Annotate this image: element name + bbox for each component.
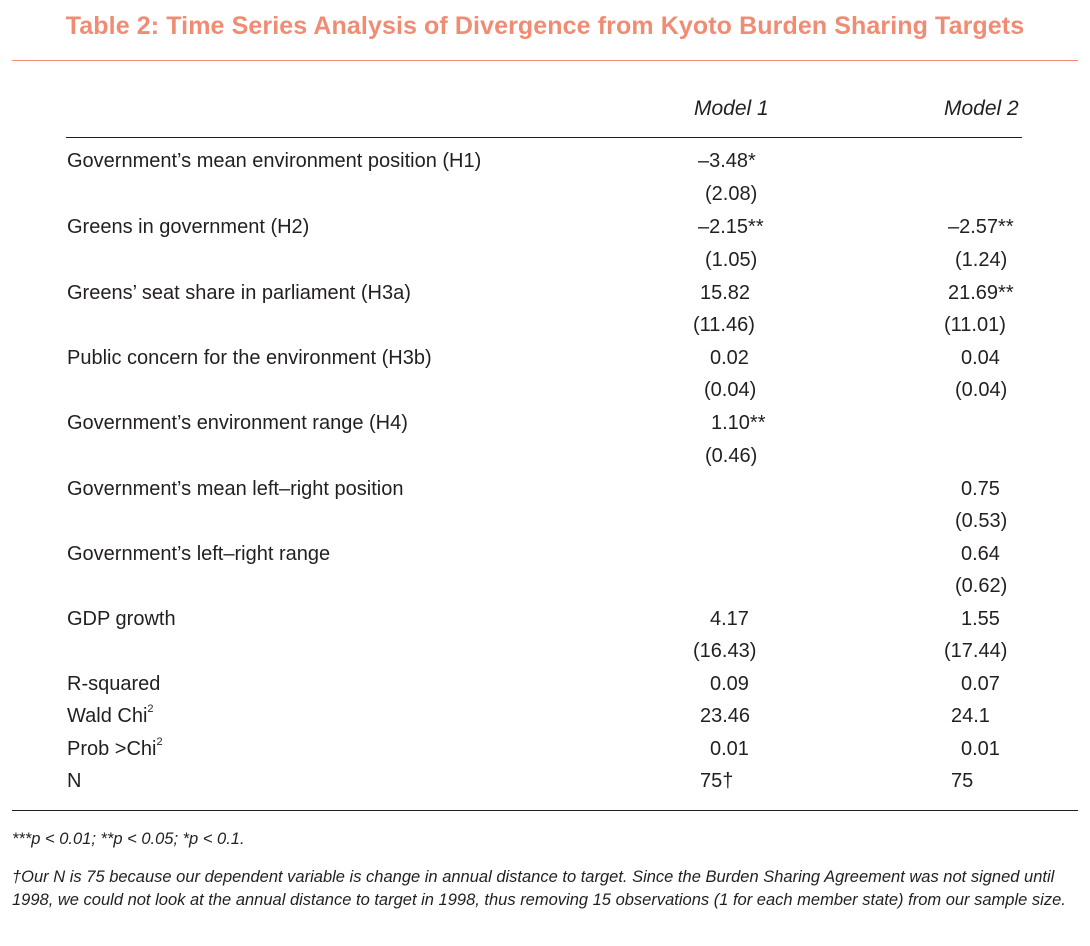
table-row-se xyxy=(0,379,1090,409)
model-1-standard-error: (0.46) xyxy=(705,445,758,467)
stat-label-text: Prob >Chi xyxy=(67,738,157,760)
model-2-coefficient: 21.69** xyxy=(948,282,1014,304)
model-1-coefficient: 1.10** xyxy=(711,412,766,434)
model-2-standard-error: (17.44) xyxy=(944,640,1008,662)
table-row xyxy=(0,150,1090,180)
table-row-se xyxy=(0,249,1090,279)
table-row-se xyxy=(0,510,1090,540)
model-1-coefficient: 15.82 xyxy=(700,282,751,304)
model-2-standard-error: (0.53) xyxy=(955,510,1008,532)
stat-label-text: Wald Chi xyxy=(67,705,148,727)
model-1-coefficient: 0.02 xyxy=(710,347,749,369)
stats-row xyxy=(0,673,1090,703)
model-2-coefficient: 0.75 xyxy=(961,478,1000,500)
model-1-coefficient: –3.48* xyxy=(698,150,756,172)
table-title: Table 2: Time Series Analysis of Divergence from Kyoto Burden Sharing Targets xyxy=(65,12,1025,40)
model-1-coefficient: 4.17 xyxy=(710,608,749,630)
column-header-model-2: Model 2 xyxy=(944,97,1019,120)
model-2-stat: 0.07 xyxy=(961,673,1000,695)
footnote: †Our N is 75 because our dependent variable is change in annual distance to target. Since the Burden Sharing Agreement was not signed until 1998, we could not look at the annual distance to target in 1998, thus removing 15 observations (1 for each member state) from our sample size. xyxy=(12,868,1066,909)
model-2-standard-error: (0.62) xyxy=(955,575,1008,597)
table-row xyxy=(0,543,1090,573)
model-1-coefficient: –2.15** xyxy=(698,216,764,238)
stats-row xyxy=(0,705,1090,735)
row-label: Government’s left–right range xyxy=(67,543,331,565)
row-label: Government’s environment range (H4) xyxy=(67,412,408,434)
model-2-coefficient: 0.04 xyxy=(961,347,1000,369)
model-2-coefficient: –2.57** xyxy=(948,216,1014,238)
stat-label: R-squared xyxy=(67,673,161,695)
title-divider xyxy=(12,60,1078,61)
column-header-model-1: Model 1 xyxy=(694,97,769,120)
model-1-stat: 23.46 xyxy=(700,705,751,727)
table-row-se xyxy=(0,445,1090,475)
table-row xyxy=(0,347,1090,377)
model-1-stat: 0.01 xyxy=(710,738,749,760)
row-label: Government’s mean left–right position xyxy=(67,478,404,500)
stat-label-superscript: 2 xyxy=(156,736,163,748)
row-label: GDP growth xyxy=(67,608,176,630)
model-2-coefficient: 1.55 xyxy=(961,608,1000,630)
table-row xyxy=(0,282,1090,312)
model-2-coefficient: 0.64 xyxy=(961,543,1000,565)
row-label: Government’s mean environment position (H1) xyxy=(67,150,482,172)
table-row xyxy=(0,412,1090,442)
model-2-stat: 0.01 xyxy=(961,738,1000,760)
model-1-stat: 0.09 xyxy=(710,673,749,695)
row-label: Public concern for the environment (H3b) xyxy=(67,347,432,369)
model-2-standard-error: (11.01) xyxy=(944,314,1006,336)
stat-label-superscript: 2 xyxy=(147,703,154,715)
table-row-se xyxy=(0,575,1090,605)
model-1-standard-error: (0.04) xyxy=(704,379,757,401)
stat-label xyxy=(67,705,154,728)
table-row-se xyxy=(0,314,1090,344)
table-row xyxy=(0,608,1090,638)
row-label: Greens’ seat share in parliament (H3a) xyxy=(67,282,411,304)
table-row-se xyxy=(0,183,1090,213)
stats-row xyxy=(0,770,1090,800)
row-label: Greens in government (H2) xyxy=(67,216,310,238)
significance-note: ***p < 0.01; **p < 0.05; *p < 0.1. xyxy=(12,830,245,848)
model-1-standard-error: (1.05) xyxy=(705,249,758,271)
table-row xyxy=(0,216,1090,246)
model-1-standard-error: (11.46) xyxy=(693,314,755,336)
model-2-standard-error: (0.04) xyxy=(955,379,1008,401)
model-1-stat: 75† xyxy=(700,770,734,792)
model-2-standard-error: (1.24) xyxy=(955,249,1008,271)
model-1-standard-error: (16.43) xyxy=(693,640,757,662)
table-bottom-rule xyxy=(12,810,1078,811)
table-row-se xyxy=(0,640,1090,670)
model-1-standard-error: (2.08) xyxy=(705,183,758,205)
model-2-stat: 75 xyxy=(951,770,974,792)
stats-row xyxy=(0,738,1090,768)
stat-label xyxy=(67,738,163,761)
model-2-stat: 24.1 xyxy=(951,705,990,727)
table-row xyxy=(0,478,1090,508)
stat-label: N xyxy=(67,770,82,792)
header-divider xyxy=(66,137,1022,138)
